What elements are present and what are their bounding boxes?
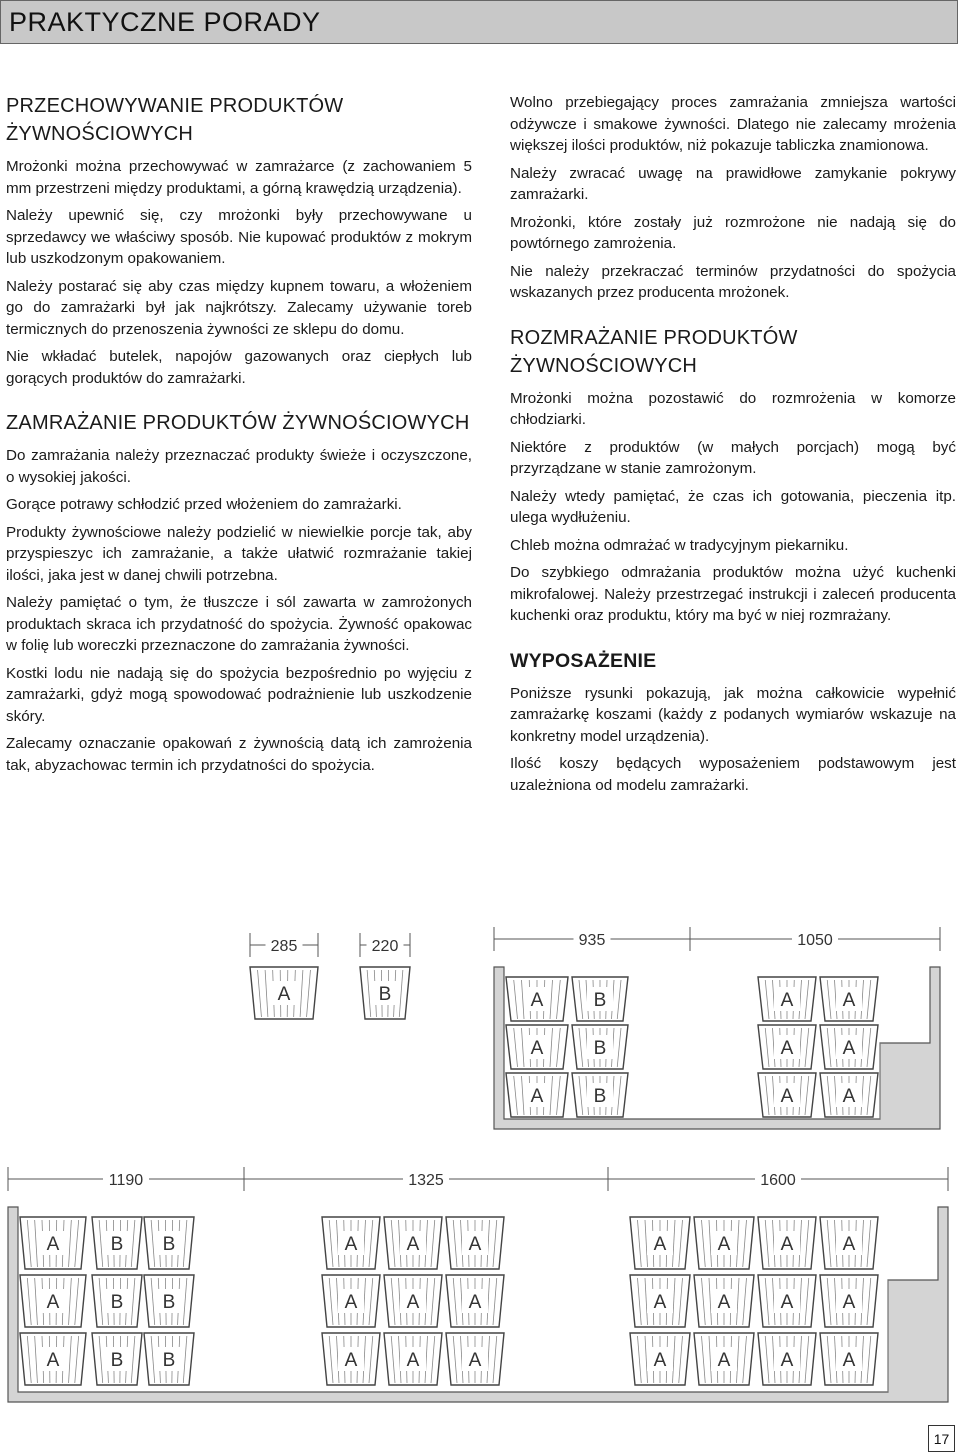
basket-layout-figure — [0, 925, 960, 1425]
basket — [630, 1333, 690, 1385]
basket-letter: B — [593, 990, 607, 1011]
paragraph: Niektóre z produktów (w małych porcjach) mogą być przyrządzane w stanie zamrożonym. — [510, 438, 956, 477]
basket — [572, 977, 628, 1021]
basket-letter: A — [344, 1350, 358, 1371]
basket-diagrams — [0, 925, 960, 1425]
paragraph: Mrożonki, które zostały już rozmrożone nie nadają się do powtórnego zamrożenia. — [510, 213, 956, 252]
section-heading: ROZMRAŻANIE PRODUKTÓW ŻYWNOŚCIOWYCH — [510, 326, 798, 377]
basket — [820, 977, 878, 1021]
dimension-label: 1325 — [408, 1172, 444, 1189]
basket-letter: B — [162, 1292, 176, 1313]
paragraph: Należy wtedy pamiętać, że czas ich gotowania, pieczenia itp. ulega wydłużeniu. — [510, 487, 956, 526]
page-title: PRAKTYCZNE PORADY — [9, 7, 321, 37]
paragraph: Ilość koszy będących wyposażeniem podstawowym jest uzależniona od modelu zamrażarki. — [510, 755, 956, 794]
basket — [758, 1073, 816, 1117]
basket — [20, 1333, 86, 1385]
basket — [758, 1025, 816, 1069]
basket — [322, 1333, 380, 1385]
dimension-label: 935 — [578, 932, 606, 949]
basket-letter: A — [780, 1234, 794, 1255]
basket-letter: A — [530, 1038, 544, 1059]
basket-letter: B — [378, 984, 392, 1005]
basket — [630, 1275, 690, 1327]
basket-letter: A — [344, 1234, 358, 1255]
basket — [572, 1073, 628, 1117]
basket-letter: A — [46, 1292, 60, 1313]
basket — [322, 1217, 380, 1269]
basket-letter: B — [162, 1350, 176, 1371]
basket — [820, 1333, 878, 1385]
basket — [360, 967, 410, 1019]
basket-letter: A — [344, 1292, 358, 1313]
basket-letter: A — [717, 1292, 731, 1313]
basket-letter: A — [842, 990, 856, 1011]
basket — [694, 1275, 754, 1327]
basket — [250, 967, 318, 1019]
dimension-label: 220 — [371, 938, 399, 955]
basket-letter: A — [46, 1234, 60, 1255]
basket — [758, 1275, 816, 1327]
basket — [694, 1217, 754, 1269]
basket-letter: A — [842, 1292, 856, 1313]
basket — [384, 1333, 442, 1385]
basket — [820, 1217, 878, 1269]
basket-letter: A — [780, 990, 794, 1011]
basket — [506, 977, 568, 1021]
page-number: 17 — [928, 1425, 955, 1452]
basket-letter: B — [110, 1292, 124, 1313]
paragraph: Do zamrażania należy przeznaczać produkty świeże i oczyszczone, o wysokiej jakości. — [6, 447, 472, 486]
basket — [506, 1025, 568, 1069]
basket-letter: B — [162, 1234, 176, 1255]
basket-letter: A — [530, 990, 544, 1011]
paragraph: Mrożonki można przechowywać w zamrażarce (z zachowaniem 5 mm przestrzeni między produktami, a górną krawędzią urządzenia). — [6, 158, 472, 197]
basket-letter: A — [842, 1038, 856, 1059]
basket-letter: A — [406, 1292, 420, 1313]
section-heading: PRZECHOWYWANIE PRODUKTÓW ŻYWNOŚCIOWYCH — [6, 95, 344, 145]
basket — [92, 1217, 142, 1269]
basket-letter: A — [780, 1086, 794, 1107]
basket-letter: B — [110, 1350, 124, 1371]
section-heading: WYPOSAŻENIE — [510, 649, 657, 672]
basket — [694, 1333, 754, 1385]
basket-letter: A — [842, 1350, 856, 1371]
basket — [820, 1073, 878, 1117]
basket-letter: A — [530, 1086, 544, 1107]
basket — [92, 1333, 142, 1385]
paragraph: Należy pamiętać o tym, że tłuszcze i sól zawarta w zamrożonych produktach skraca ich przydatność do spożycia. Żywność opakowac w folię lub woreczki przeznaczone do zamrażania żywności. — [6, 594, 472, 654]
dimension-label: 285 — [270, 938, 298, 955]
paragraph: Zalecamy oznaczanie opakowań z żywnością datą ich zamrożenia tak, abyzachowac termin ich przydatności do spożycia. — [6, 735, 472, 774]
basket — [758, 977, 816, 1021]
paragraph: Produkty żywnościowe należy podzielić w niewielkie porcje tak, aby przyspieszyc ich zamrażanie, a także ułatwić rozmrażanie takiej ilości, jaka jest w danej chwili potrzebna. — [6, 523, 472, 584]
basket — [20, 1217, 86, 1269]
basket-letter: A — [842, 1086, 856, 1107]
paragraph: Chleb można odmrażać w tradycyjnym piekarniku. — [510, 536, 849, 554]
paragraph: Kostki lodu nie nadają się do spożycia bezpośrednio po wyjęciu z zamrażarki, gdyż mogą spowodować podrażnienie lub uszkodzenie skóry. — [6, 664, 472, 725]
basket — [384, 1275, 442, 1327]
paragraph: Wolno przebiegający proces zamrażania zmniejsza wartości odżywcze i smakowe żywności. Dlatego nie zalecamy mrożenia większej ilości produktów, niż pokazuje tabliczka znamionowa. — [510, 94, 956, 154]
paragraph: Nie wkładać butelek, napojów gazowanych oraz ciepłych lub gorących produktów do zamrażarki. — [6, 348, 472, 387]
basket — [20, 1275, 86, 1327]
basket — [384, 1217, 442, 1269]
basket — [758, 1333, 816, 1385]
basket-letter: B — [593, 1086, 607, 1107]
basket — [144, 1217, 194, 1269]
basket — [758, 1217, 816, 1269]
basket-letter: B — [593, 1038, 607, 1059]
paragraph: Do szybkiego odmrażania produktów można użyć kuchenki mikrofalowej. Należy przestrzegać instrukcji i zaleceń producenta kuchenki oraz produktu, który ma być w niej rozmrażany. — [510, 564, 956, 624]
basket-letter: A — [780, 1350, 794, 1371]
page-header — [0, 0, 958, 44]
basket — [322, 1275, 380, 1327]
basket-letter: A — [468, 1234, 482, 1255]
basket-letter: B — [110, 1234, 124, 1255]
paragraph: Nie należy przekraczać terminów przydatności do spożycia wskazanych przez producenta mrożonek. — [510, 262, 956, 301]
paragraph: Należy zwracać uwagę na prawidłowe zamykanie pokrywy zamrażarki. — [510, 164, 956, 203]
basket-letter: A — [406, 1350, 420, 1371]
basket — [820, 1025, 878, 1069]
paragraph: Gorące potrawy schłodzić przed włożeniem do zamrażarki. — [6, 496, 402, 513]
basket-letter: A — [717, 1234, 731, 1255]
basket-letter: A — [277, 984, 291, 1005]
basket-letter: A — [468, 1350, 482, 1371]
left-column — [6, 92, 472, 782]
paragraph: Mrożonki można pozostawić do rozmrożenia w komorze chłodziarki. — [510, 389, 956, 428]
basket — [446, 1275, 504, 1327]
basket — [572, 1025, 628, 1069]
paragraph: Należy postarać się aby czas między kupnem towaru, a włożeniem go do zamrażarki był jak najkrótszy. Zalecamy używanie toreb termicznych do przenoszenia żywności ze sklepu do domu. — [6, 277, 472, 338]
right-column — [510, 92, 956, 802]
basket — [630, 1217, 690, 1269]
basket-letter: A — [653, 1234, 667, 1255]
basket-letter: A — [46, 1350, 60, 1371]
basket-letter: A — [780, 1292, 794, 1313]
dimension-label: 1190 — [108, 1172, 144, 1189]
dimension-label: 1600 — [760, 1172, 796, 1189]
section-heading: ZAMRAŻANIE PRODUKTÓW ŻYWNOŚCIOWYCH — [6, 412, 470, 434]
basket — [446, 1217, 504, 1269]
dimension-label: 1050 — [797, 932, 833, 949]
basket — [506, 1073, 568, 1117]
basket-letter: A — [717, 1350, 731, 1371]
basket-letter: A — [780, 1038, 794, 1059]
basket-letter: A — [842, 1234, 856, 1255]
basket — [446, 1333, 504, 1385]
paragraph: Poniższe rysunki pokazują, jak można całkowicie wypełnić zamrażarkę koszami (każdy z podanych wymiarów wskazuje na konkretny model urządzenia). — [510, 684, 956, 745]
paragraph: Należy upewnić się, czy mrożonki były przechowywane u sprzedawcy we właściwy sposób. Nie kupować produktów z mokrym lub uszkodzonym opakowaniem. — [6, 207, 472, 267]
basket-letter: A — [653, 1292, 667, 1313]
basket — [820, 1275, 878, 1327]
basket — [92, 1275, 142, 1327]
basket — [144, 1275, 194, 1327]
basket-letter: A — [653, 1350, 667, 1371]
basket-letter: A — [406, 1234, 420, 1255]
basket — [144, 1333, 194, 1385]
basket-letter: A — [468, 1292, 482, 1313]
